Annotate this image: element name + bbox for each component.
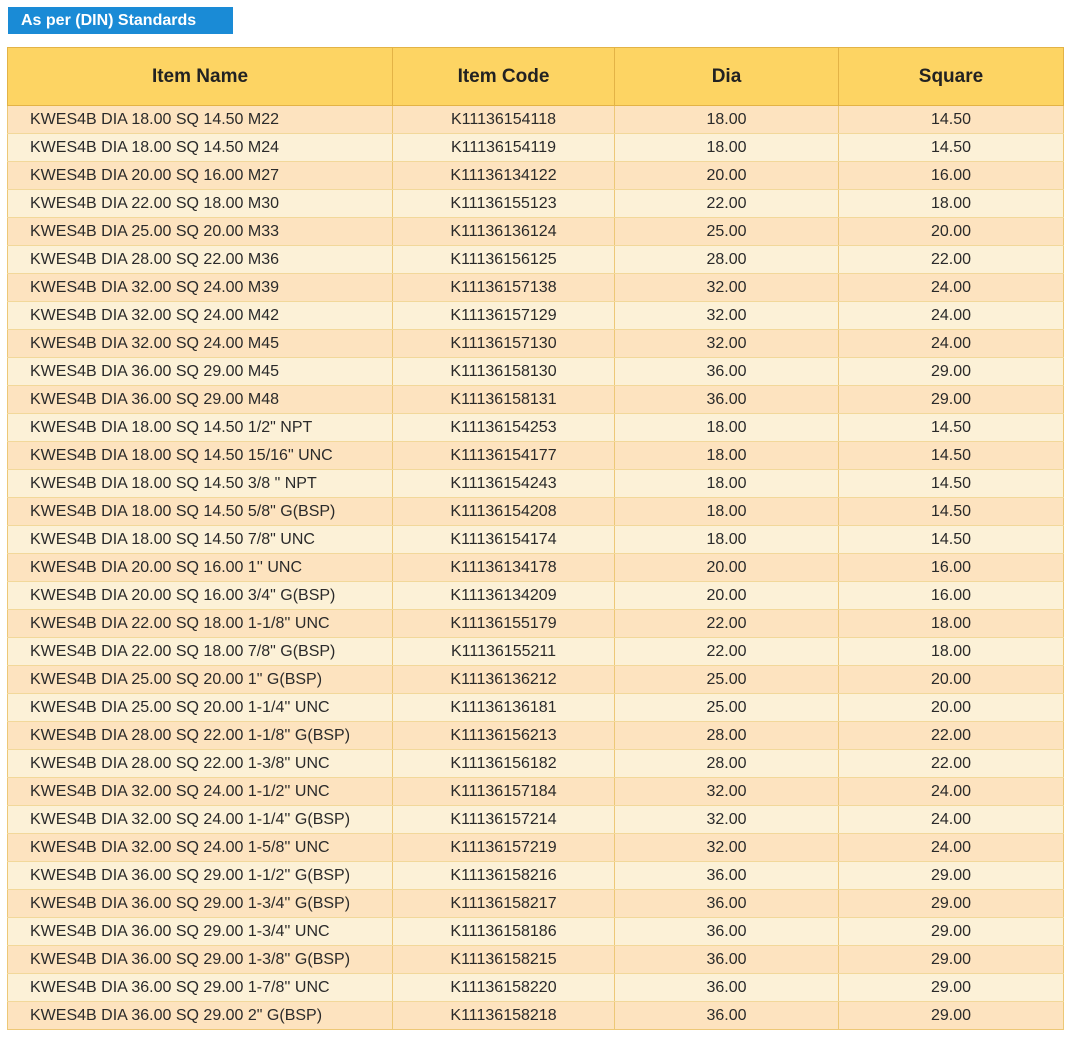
dia-cell: 18.00	[615, 470, 839, 498]
table-row	[8, 190, 1064, 218]
square-cell: 29.00	[839, 890, 1064, 918]
square-cell: 18.00	[839, 638, 1064, 666]
table-row	[8, 106, 1064, 134]
item-code-cell: K11136157130	[393, 330, 615, 358]
square-cell: 29.00	[839, 386, 1064, 414]
table-row	[8, 554, 1064, 582]
square-cell: 24.00	[839, 834, 1064, 862]
item-name-cell: KWES4B DIA 32.00 SQ 24.00 1-1/4'' G(BSP)	[8, 806, 393, 834]
dia-cell: 20.00	[615, 162, 839, 190]
square-cell: 14.50	[839, 442, 1064, 470]
table-row	[8, 302, 1064, 330]
dia-cell: 32.00	[615, 302, 839, 330]
item-code-cell: K11136156182	[393, 750, 615, 778]
square-cell: 29.00	[839, 946, 1064, 974]
item-code-cell: K11136157214	[393, 806, 615, 834]
header-dia: Dia	[615, 48, 839, 106]
square-cell: 24.00	[839, 274, 1064, 302]
table-row	[8, 498, 1064, 526]
item-name-cell: KWES4B DIA 32.00 SQ 24.00 M42	[8, 302, 393, 330]
square-cell: 14.50	[839, 414, 1064, 442]
item-code-cell: K11136136181	[393, 694, 615, 722]
item-code-cell: K11136154177	[393, 442, 615, 470]
header-square: Square	[839, 48, 1064, 106]
square-cell: 24.00	[839, 302, 1064, 330]
dia-cell: 32.00	[615, 778, 839, 806]
table-row	[8, 470, 1064, 498]
dia-cell: 22.00	[615, 190, 839, 218]
table-row	[8, 414, 1064, 442]
item-name-cell: KWES4B DIA 36.00 SQ 29.00 1-7/8'' UNC	[8, 974, 393, 1002]
item-code-cell: K11136134178	[393, 554, 615, 582]
dia-cell: 32.00	[615, 330, 839, 358]
table-row	[8, 1002, 1064, 1030]
dia-cell: 22.00	[615, 610, 839, 638]
dia-cell: 18.00	[615, 526, 839, 554]
item-code-cell: K11136158215	[393, 946, 615, 974]
square-cell: 29.00	[839, 974, 1064, 1002]
item-name-cell: KWES4B DIA 36.00 SQ 29.00 M45	[8, 358, 393, 386]
square-cell: 24.00	[839, 778, 1064, 806]
dia-cell: 25.00	[615, 666, 839, 694]
item-code-cell: K11136158186	[393, 918, 615, 946]
item-code-cell: K11136154208	[393, 498, 615, 526]
table-row	[8, 386, 1064, 414]
item-name-cell: KWES4B DIA 25.00 SQ 20.00 1" G(BSP)	[8, 666, 393, 694]
dia-cell: 32.00	[615, 806, 839, 834]
table-row	[8, 610, 1064, 638]
dia-cell: 18.00	[615, 442, 839, 470]
table-row	[8, 778, 1064, 806]
square-cell: 29.00	[839, 918, 1064, 946]
dia-cell: 36.00	[615, 974, 839, 1002]
item-name-cell: KWES4B DIA 25.00 SQ 20.00 1-1/4'' UNC	[8, 694, 393, 722]
item-name-cell: KWES4B DIA 18.00 SQ 14.50 5/8" G(BSP)	[8, 498, 393, 526]
square-cell: 20.00	[839, 694, 1064, 722]
item-name-cell: KWES4B DIA 22.00 SQ 18.00 1-1/8'' UNC	[8, 610, 393, 638]
item-code-cell: K11136158217	[393, 890, 615, 918]
item-name-cell: KWES4B DIA 36.00 SQ 29.00 1-3/4'' UNC	[8, 918, 393, 946]
item-name-cell: KWES4B DIA 36.00 SQ 29.00 2" G(BSP)	[8, 1002, 393, 1030]
square-cell: 14.50	[839, 498, 1064, 526]
table-row	[8, 442, 1064, 470]
dia-cell: 18.00	[615, 498, 839, 526]
item-name-cell: KWES4B DIA 25.00 SQ 20.00 M33	[8, 218, 393, 246]
item-code-cell: K11136154118	[393, 106, 615, 134]
square-cell: 22.00	[839, 246, 1064, 274]
item-code-cell: K11136158216	[393, 862, 615, 890]
dia-cell: 36.00	[615, 946, 839, 974]
item-code-cell: K11136155123	[393, 190, 615, 218]
table-row	[8, 750, 1064, 778]
item-name-cell: KWES4B DIA 32.00 SQ 24.00 1-1/2'' UNC	[8, 778, 393, 806]
table-row	[8, 218, 1064, 246]
square-cell: 16.00	[839, 554, 1064, 582]
square-cell: 29.00	[839, 1002, 1064, 1030]
item-name-cell: KWES4B DIA 28.00 SQ 22.00 1-1/8'' G(BSP)	[8, 722, 393, 750]
item-code-cell: K11136158220	[393, 974, 615, 1002]
dia-cell: 18.00	[615, 106, 839, 134]
spec-table	[7, 47, 1064, 1030]
item-name-cell: KWES4B DIA 20.00 SQ 16.00 M27	[8, 162, 393, 190]
item-code-cell: K11136157129	[393, 302, 615, 330]
item-name-cell: KWES4B DIA 32.00 SQ 24.00 1-5/8'' UNC	[8, 834, 393, 862]
dia-cell: 36.00	[615, 1002, 839, 1030]
item-code-cell: K11136157138	[393, 274, 615, 302]
dia-cell: 28.00	[615, 246, 839, 274]
dia-cell: 22.00	[615, 638, 839, 666]
table-row	[8, 694, 1064, 722]
item-code-cell: K11136158131	[393, 386, 615, 414]
table-row	[8, 582, 1064, 610]
square-cell: 14.50	[839, 526, 1064, 554]
item-code-cell: K11136134209	[393, 582, 615, 610]
table-body	[8, 106, 1064, 1030]
table-row	[8, 134, 1064, 162]
item-code-cell: K11136134122	[393, 162, 615, 190]
square-cell: 16.00	[839, 582, 1064, 610]
item-code-cell: K11136158218	[393, 1002, 615, 1030]
table-row	[8, 526, 1064, 554]
item-code-cell: K11136136212	[393, 666, 615, 694]
item-code-cell: K11136154119	[393, 134, 615, 162]
table-row	[8, 890, 1064, 918]
square-cell: 16.00	[839, 162, 1064, 190]
dia-cell: 36.00	[615, 918, 839, 946]
dia-cell: 32.00	[615, 834, 839, 862]
dia-cell: 28.00	[615, 722, 839, 750]
table-row	[8, 162, 1064, 190]
item-code-cell: K11136136124	[393, 218, 615, 246]
item-code-cell: K11136154174	[393, 526, 615, 554]
table-row	[8, 862, 1064, 890]
square-cell: 14.50	[839, 106, 1064, 134]
table-row	[8, 974, 1064, 1002]
table-row	[8, 918, 1064, 946]
item-code-cell: K11136156213	[393, 722, 615, 750]
item-name-cell: KWES4B DIA 36.00 SQ 29.00 1-3/4'' G(BSP)	[8, 890, 393, 918]
square-cell: 29.00	[839, 862, 1064, 890]
item-name-cell: KWES4B DIA 32.00 SQ 24.00 M45	[8, 330, 393, 358]
dia-cell: 25.00	[615, 218, 839, 246]
square-cell: 22.00	[839, 750, 1064, 778]
square-cell: 14.50	[839, 134, 1064, 162]
item-name-cell: KWES4B DIA 22.00 SQ 18.00 7/8" G(BSP)	[8, 638, 393, 666]
item-name-cell: KWES4B DIA 22.00 SQ 18.00 M30	[8, 190, 393, 218]
item-name-cell: KWES4B DIA 32.00 SQ 24.00 M39	[8, 274, 393, 302]
item-code-cell: K11136157219	[393, 834, 615, 862]
header-row	[8, 48, 1064, 106]
table-row	[8, 358, 1064, 386]
table-row	[8, 638, 1064, 666]
square-cell: 14.50	[839, 470, 1064, 498]
item-code-cell: K11136157184	[393, 778, 615, 806]
item-code-cell: K11136156125	[393, 246, 615, 274]
table-row	[8, 330, 1064, 358]
item-code-cell: K11136154253	[393, 414, 615, 442]
dia-cell: 18.00	[615, 414, 839, 442]
item-name-cell: KWES4B DIA 36.00 SQ 29.00 1-3/8'' G(BSP)	[8, 946, 393, 974]
item-name-cell: KWES4B DIA 36.00 SQ 29.00 M48	[8, 386, 393, 414]
item-name-cell: KWES4B DIA 18.00 SQ 14.50 M24	[8, 134, 393, 162]
standards-badge: As per (DIN) Standards	[8, 7, 233, 34]
header-item-code: Item Code	[393, 48, 615, 106]
item-name-cell: KWES4B DIA 18.00 SQ 14.50 15/16" UNC	[8, 442, 393, 470]
square-cell: 18.00	[839, 610, 1064, 638]
item-code-cell: K11136155211	[393, 638, 615, 666]
square-cell: 29.00	[839, 358, 1064, 386]
dia-cell: 36.00	[615, 386, 839, 414]
dia-cell: 20.00	[615, 582, 839, 610]
item-name-cell: KWES4B DIA 28.00 SQ 22.00 M36	[8, 246, 393, 274]
dia-cell: 25.00	[615, 694, 839, 722]
item-name-cell: KWES4B DIA 18.00 SQ 14.50 M22	[8, 106, 393, 134]
item-name-cell: KWES4B DIA 18.00 SQ 14.50 1/2" NPT	[8, 414, 393, 442]
item-name-cell: KWES4B DIA 18.00 SQ 14.50 7/8" UNC	[8, 526, 393, 554]
dia-cell: 32.00	[615, 274, 839, 302]
item-code-cell: K11136154243	[393, 470, 615, 498]
table-row	[8, 806, 1064, 834]
item-name-cell: KWES4B DIA 28.00 SQ 22.00 1-3/8'' UNC	[8, 750, 393, 778]
item-code-cell: K11136155179	[393, 610, 615, 638]
square-cell: 22.00	[839, 722, 1064, 750]
item-code-cell: K11136158130	[393, 358, 615, 386]
item-name-cell: KWES4B DIA 20.00 SQ 16.00 3/4" G(BSP)	[8, 582, 393, 610]
header-item-name: Item Name	[8, 48, 393, 106]
table-row	[8, 722, 1064, 750]
dia-cell: 36.00	[615, 862, 839, 890]
dia-cell: 18.00	[615, 134, 839, 162]
square-cell: 24.00	[839, 330, 1064, 358]
item-name-cell: KWES4B DIA 36.00 SQ 29.00 1-1/2'' G(BSP)	[8, 862, 393, 890]
square-cell: 18.00	[839, 190, 1064, 218]
table-row	[8, 834, 1064, 862]
dia-cell: 36.00	[615, 358, 839, 386]
item-name-cell: KWES4B DIA 20.00 SQ 16.00 1'' UNC	[8, 554, 393, 582]
dia-cell: 28.00	[615, 750, 839, 778]
table-row	[8, 246, 1064, 274]
square-cell: 20.00	[839, 218, 1064, 246]
dia-cell: 20.00	[615, 554, 839, 582]
table-row	[8, 274, 1064, 302]
dia-cell: 36.00	[615, 890, 839, 918]
item-name-cell: KWES4B DIA 18.00 SQ 14.50 3/8 " NPT	[8, 470, 393, 498]
square-cell: 20.00	[839, 666, 1064, 694]
table-row	[8, 946, 1064, 974]
table-row	[8, 666, 1064, 694]
square-cell: 24.00	[839, 806, 1064, 834]
